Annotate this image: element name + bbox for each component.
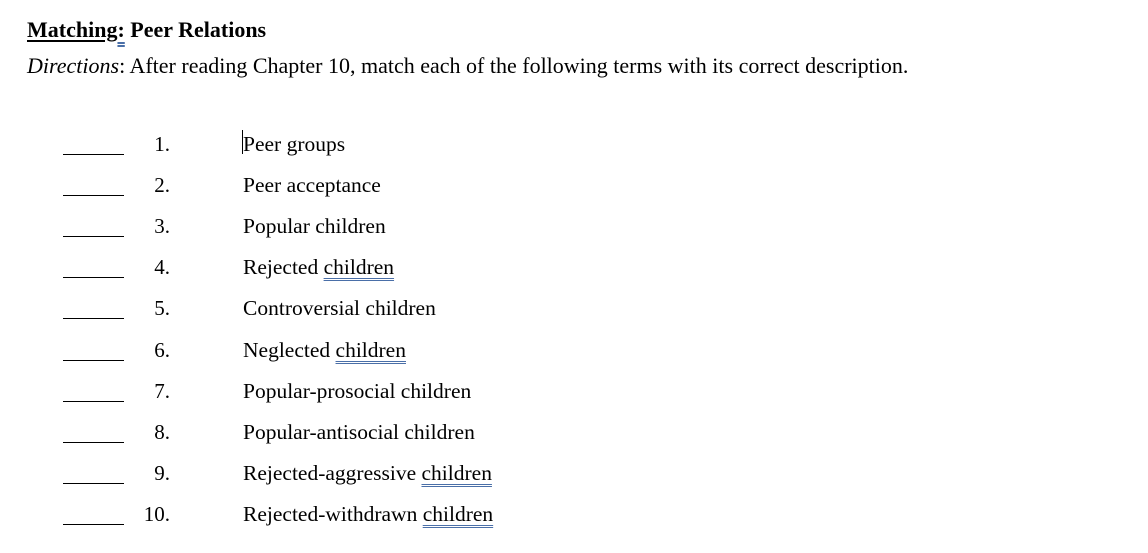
item-term <box>243 459 492 487</box>
term-flagged-word: children <box>335 338 406 362</box>
item-number: 5. <box>154 296 170 320</box>
list-item <box>0 130 1148 160</box>
term-flagged-word: children <box>422 502 494 526</box>
item-term <box>243 171 381 199</box>
answer-blank[interactable] <box>63 236 124 237</box>
title-colon: : <box>117 17 125 42</box>
item-term <box>243 130 345 158</box>
term-text: Controversial children <box>243 296 436 320</box>
text-cursor <box>242 130 243 154</box>
directions-text: : After reading Chapter 10, match each of the following terms with its correct description. <box>119 53 909 78</box>
list-item <box>0 418 1148 448</box>
term-text: Popular-antisocial children <box>243 420 475 444</box>
list-item <box>0 171 1148 201</box>
answer-blank[interactable] <box>63 442 124 443</box>
answer-blank[interactable] <box>63 154 124 155</box>
item-term <box>243 212 386 240</box>
term-text: Neglected <box>243 338 336 362</box>
term-text: Rejected-withdrawn <box>243 502 423 526</box>
item-term <box>243 418 475 446</box>
list-item <box>0 294 1148 324</box>
item-number: 8. <box>154 420 170 444</box>
item-term <box>243 253 394 281</box>
list-item <box>0 459 1148 489</box>
term-flagged-word: children <box>421 461 492 485</box>
item-term <box>243 336 406 364</box>
item-number: 7. <box>154 379 170 403</box>
item-number: 2. <box>154 173 170 197</box>
answer-blank[interactable] <box>63 483 124 484</box>
item-term <box>243 294 436 322</box>
title-lead: Matching <box>27 17 118 42</box>
item-number: 6. <box>154 338 170 362</box>
title-rest: Peer Relations <box>124 17 267 42</box>
answer-blank[interactable] <box>63 277 124 278</box>
term-text: Popular children <box>243 214 386 238</box>
answer-blank[interactable] <box>63 195 124 196</box>
item-number: 4. <box>154 255 170 279</box>
term-flagged-word: children <box>323 255 395 279</box>
term-text: Rejected-aggressive <box>243 461 422 485</box>
answer-blank[interactable] <box>63 401 124 402</box>
term-text: Popular-prosocial children <box>243 379 472 403</box>
item-number: 1. <box>154 132 170 156</box>
list-item <box>0 500 1148 530</box>
term-text: Peer groups <box>243 132 346 156</box>
item-number: 10. <box>143 502 170 526</box>
list-item <box>0 253 1148 283</box>
answer-blank[interactable] <box>63 524 124 525</box>
list-item <box>0 336 1148 366</box>
answer-blank[interactable] <box>63 318 124 319</box>
answer-blank[interactable] <box>63 360 124 361</box>
item-term <box>243 500 493 528</box>
list-item <box>0 377 1148 407</box>
list-item <box>0 212 1148 242</box>
item-number: 9. <box>154 461 170 485</box>
item-number: 3. <box>154 214 170 238</box>
item-term <box>243 377 471 405</box>
term-text: Rejected <box>243 255 324 279</box>
term-text: Peer acceptance <box>243 173 381 197</box>
directions-label: Directions <box>27 53 120 78</box>
